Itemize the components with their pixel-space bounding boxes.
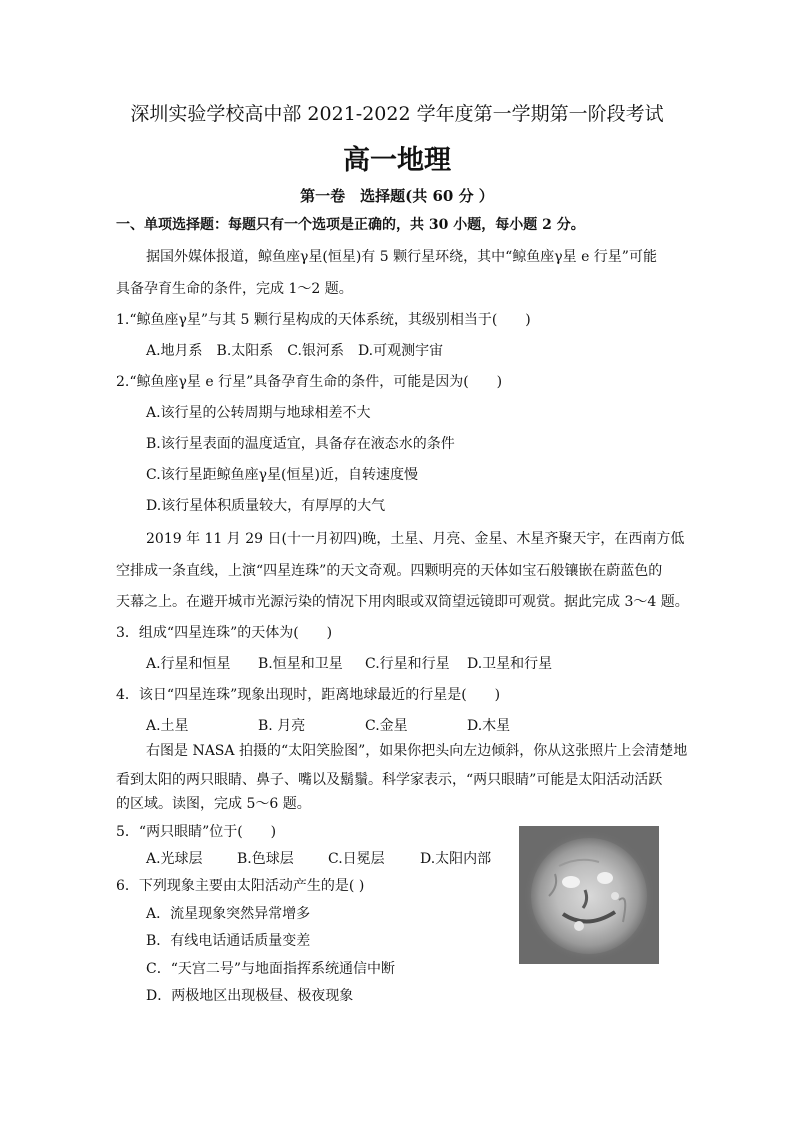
question-4-option-c: C.金星 (365, 718, 408, 734)
question-2-option-a: A.该行星的公转周期与地球相差不大 (146, 405, 371, 421)
sun-smiley-photo (519, 826, 659, 964)
question-3-option-b: B.恒星和卫星 (258, 656, 343, 672)
school-title: 深圳实验学校高中部 2021-2022 学年度第一学期第一阶段考试 (130, 103, 664, 125)
intro2-line1: 2019 年 11 月 29 日(十一月初四)晚，土星、月亮、金星、木星齐聚天宇，在西南方低 (146, 531, 685, 547)
intro3-line1: 右图是 NASA 拍摄的“太阳笑脸图”，如果你把头向左边倾斜，你从这张照片上会清楚地 (146, 743, 688, 759)
question-2-stem: 2.“鲸鱼座γ星 e 行星”具备孕育生命的条件，可能是因为( ) (116, 374, 503, 390)
intro1-line1: 据国外媒体报道，鲸鱼座γ星(恒星)有 5 颗行星环绕，其中“鲸鱼座γ星 e 行星”可能 (146, 249, 657, 265)
intro3-line2: 看到太阳的两只眼睛、鼻子、嘴以及鬍鬚。科学家表示，“两只眼睛”可能是太阳活动活跃 (116, 772, 663, 788)
subject-title: 高一地理 (343, 145, 451, 176)
question-4-stem: 4．该日“四星连珠”现象出现时，距离地球最近的行星是( ) (116, 687, 501, 703)
sun-eye-left (562, 876, 580, 888)
question-6-stem: 6．下列现象主要由太阳活动产生的是( ) (116, 878, 365, 894)
question-1-stem: 1.“鲸鱼座γ星”与其 5 颗行星构成的天体系统，其级别相当于( ) (116, 312, 531, 328)
intro2-line2: 空排成一条直线，上演“四星连珠”的天文奇观。四颗明亮的天体如宝石般镶嵌在蔚蓝色的 (116, 563, 663, 579)
question-5-option-c: C.日冕层 (328, 851, 385, 867)
question-4-option-b: B. 月亮 (258, 718, 306, 734)
question-3-stem: 3．组成“四星连珠”的天体为( ) (116, 625, 333, 641)
question-2-option-d: D.该行星体积质量较大，有厚厚的大气 (146, 498, 386, 514)
part-heading: 一、单项选择题：每题只有一个选项是正确的，共 30 小题，每小题 2 分。 (116, 217, 585, 233)
question-2-option-c: C.该行星距鲸鱼座γ星(恒星)近，自转速度慢 (146, 467, 418, 483)
question-4-option-d: D.木星 (467, 718, 511, 734)
question-6-option-d: D．两极地区出现极昼、极夜现象 (146, 988, 354, 1004)
sun-image (519, 826, 659, 964)
question-3-option-a: A.行星和恒星 (146, 656, 231, 672)
question-5-stem: 5．“两只眼睛”位于( ) (116, 824, 277, 840)
question-3-option-d: D.卫星和行星 (467, 656, 553, 672)
sun-eye-right (597, 872, 613, 884)
question-6-option-b: B．有线电话通话质量变差 (146, 933, 311, 949)
question-5-option-a: A.光球层 (146, 851, 203, 867)
intro3-line3: 的区域。读图，完成 5～6 题。 (116, 796, 311, 812)
question-1-options: A.地月系 B.太阳系 C.银河系 D.可观测宇宙 (146, 343, 444, 359)
section-title: 第一卷 选择题(共 60 分 ） (300, 187, 494, 205)
question-4-option-a: A.土星 (146, 718, 189, 734)
question-6-option-c: C．“天宫二号”与地面指挥系统通信中断 (146, 961, 396, 977)
question-6-option-a: A．流星现象突然异常增多 (146, 906, 311, 922)
question-3-option-c: C.行星和行星 (365, 656, 450, 672)
question-2-option-b: B.该行星表面的温度适宜，具备存在液态水的条件 (146, 436, 455, 452)
intro2-line3: 天幕之上。在避开城市光源污染的情况下用肉眼或双筒望远镜即可观赏。据此完成 3～4 题。 (116, 594, 689, 610)
question-5-option-b: B.色球层 (237, 851, 294, 867)
intro1-line2: 具备孕育生命的条件，完成 1～2 题。 (116, 281, 353, 297)
question-5-option-d: D.太阳内部 (420, 851, 492, 867)
